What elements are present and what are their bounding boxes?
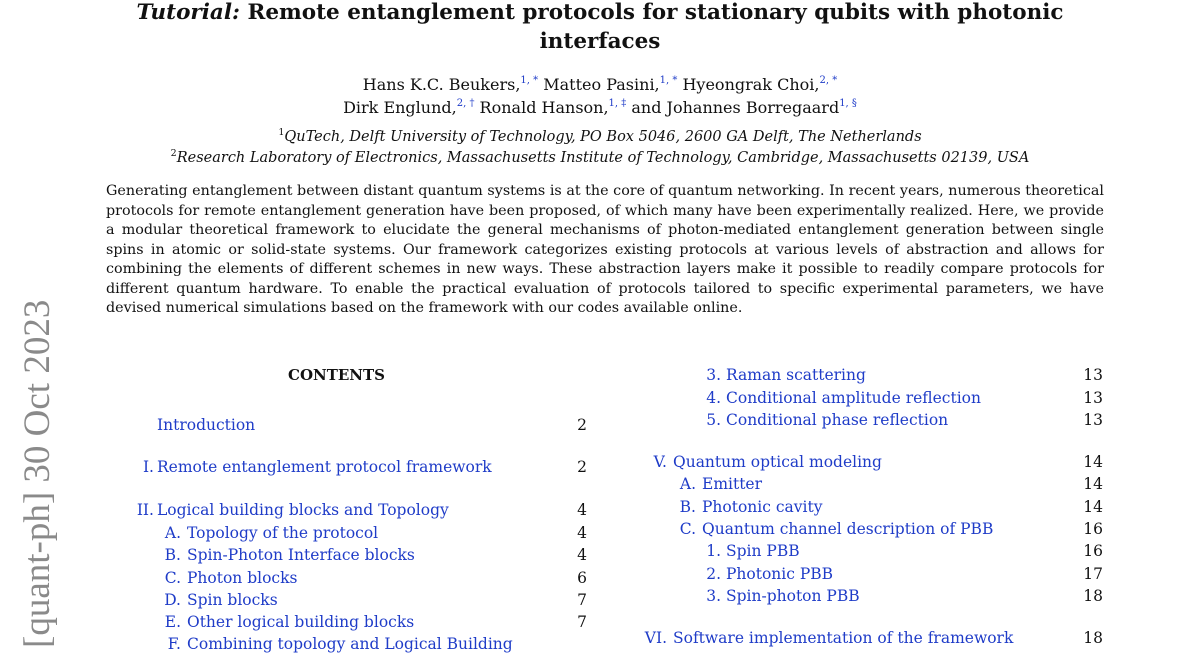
toc-entry-number[interactable]: C.: [164, 569, 181, 587]
toc-entry-page: 14: [1083, 498, 1103, 516]
toc-entry-label[interactable]: Spin-Photon Interface blocks: [187, 546, 415, 564]
author-affil-mark[interactable]: 1, *: [659, 75, 678, 86]
toc-entry-number[interactable]: 3.: [706, 366, 721, 384]
author-name: Ronald Hanson,: [479, 98, 609, 117]
toc-entry-number[interactable]: 2.: [706, 565, 721, 583]
toc-entry-number[interactable]: B.: [164, 546, 181, 564]
toc-entry-label[interactable]: Software implementation of the framework: [673, 629, 1014, 647]
affiliation-text: Research Laboratory of Electronics, Massachusetts Institute of Technology, Cambridge, Massachusetts 02139, USA: [176, 150, 1030, 166]
toc-entry[interactable]: [0, 451, 1200, 473]
toc-entry-label[interactable]: Conditional phase reflection: [726, 411, 949, 429]
toc-entry[interactable]: [0, 387, 1200, 409]
affiliation-number: 2: [170, 148, 177, 159]
toc-entry-label[interactable]: Remote entanglement protocol framework: [157, 458, 492, 476]
toc-entry-page: 7: [577, 613, 587, 631]
toc-entry-number[interactable]: 3.: [706, 587, 721, 605]
toc-entry-label[interactable]: Introduction: [157, 416, 256, 434]
author-name: Hans K.C. Beukers,: [362, 75, 521, 94]
toc-entry-label[interactable]: Spin-photon PBB: [726, 587, 860, 605]
toc-entry-page: 18: [1083, 587, 1103, 605]
toc-entry-label[interactable]: Topology of the protocol: [187, 524, 379, 542]
toc-entry-label[interactable]: Photonic cavity: [702, 498, 823, 516]
title-prefix: Tutorial:: [136, 0, 240, 25]
toc-entry[interactable]: [0, 518, 1200, 540]
toc-entry-number[interactable]: F.: [167, 635, 181, 653]
toc-entry-number[interactable]: C.: [679, 520, 696, 538]
toc-entry-number[interactable]: B.: [679, 498, 696, 516]
author-affil-mark[interactable]: 1, *: [520, 75, 539, 86]
author-affil-mark[interactable]: 2, †: [456, 98, 475, 109]
affiliation-text: QuTech, Delft University of Technology, PO Box 5046, 2600 GA Delft, The Netherlands: [284, 129, 922, 145]
toc-entry-page: 4: [577, 501, 587, 519]
toc-entry-label[interactable]: Quantum optical modeling: [673, 453, 882, 471]
toc-entry-label[interactable]: Photonic PBB: [726, 565, 834, 583]
arxiv-stamp: [quant-ph] 30 Oct 2023: [17, 299, 58, 648]
toc-entry-page: 14: [1083, 453, 1103, 471]
toc-entry[interactable]: [0, 563, 1200, 585]
toc-entry-page: 4: [577, 546, 587, 564]
author-affil-mark[interactable]: 1, ‡: [608, 98, 627, 109]
toc-entry[interactable]: [0, 627, 1200, 649]
toc-entry[interactable]: [0, 409, 1200, 431]
toc-entry-page: 16: [1083, 542, 1103, 560]
toc-entry-number[interactable]: II.: [136, 501, 154, 519]
author-name: Matteo Pasini,: [543, 75, 660, 94]
author-list: [200, 73, 1000, 119]
toc-entry[interactable]: [0, 540, 1200, 562]
author-name: Hyeongrak Choi,: [682, 75, 820, 94]
toc-entry-number[interactable]: 4.: [706, 389, 721, 407]
toc-entry-page: 2: [577, 416, 587, 434]
toc-entry-label[interactable]: Other logical building blocks: [187, 613, 415, 631]
toc-entry-page: 4: [577, 524, 587, 542]
toc-entry-number[interactable]: A.: [679, 475, 696, 493]
toc-entry-page: 13: [1083, 366, 1103, 384]
abstract: Generating entanglement between distant quantum systems is at the core of quantum networking. In recent years, numerous theoretical protocols for remote entanglement generation have been proposed, of which many have been experimentally realized. Here, we provide a modular theoretical framework to elucidate the general mechanisms of photon-mediated entanglement generation between single spins in atomic or solid-state systems. Our framework categorizes existing protocols at various levels of abstraction and allows for combining the elements of different schemes in new ways. These abstraction layers make it possible to readily compare protocols for different quantum hardware. To enable the practical evaluation of protocols tailored to specific experimental parameters, we have devised numerical simulations based on the framework with our codes available online.: [106, 183, 1104, 316]
author-line-1: [200, 73, 1000, 96]
toc-entry-label[interactable]: Quantum channel description of PBB: [702, 520, 994, 538]
toc-entry-number[interactable]: D.: [164, 591, 181, 609]
paper-title: [130, 0, 1070, 56]
toc-entry-number[interactable]: 1.: [706, 542, 721, 560]
toc-entry-label[interactable]: Emitter: [702, 475, 763, 493]
toc-entry[interactable]: [0, 496, 1200, 518]
toc-entry-number[interactable]: I.: [142, 458, 154, 476]
toc-entry-number[interactable]: 5.: [706, 411, 721, 429]
toc-entry[interactable]: [0, 473, 1200, 495]
author-line-2: [200, 96, 1000, 119]
toc-entry-number[interactable]: A.: [164, 524, 181, 542]
toc-entry-label[interactable]: Logical building blocks and Topology: [157, 501, 449, 519]
toc-entry-page: 17: [1083, 565, 1103, 583]
toc-entry-number[interactable]: V.: [653, 453, 667, 471]
affiliation: [100, 148, 1100, 169]
toc-entry-page: 6: [577, 569, 587, 587]
toc-entry-page: 2: [577, 458, 587, 476]
title-line-1: Remote entanglement protocols for stationary qubits with photonic: [247, 0, 1064, 25]
toc-entry-page: 7: [577, 591, 587, 609]
author-name: and Johannes Borregaard: [631, 98, 840, 117]
toc-entry-label[interactable]: Combining topology and Logical Building: [187, 635, 513, 653]
toc-entry[interactable]: [0, 364, 1200, 386]
toc-entry-page: 13: [1083, 411, 1103, 429]
toc-entry-label[interactable]: Spin PBB: [726, 542, 800, 560]
author-affil-mark[interactable]: 2, *: [819, 75, 838, 86]
affiliation-number: 1: [278, 127, 285, 138]
toc-entry-label[interactable]: Conditional amplitude reflection: [726, 389, 981, 407]
toc-entry-label[interactable]: Photon blocks: [187, 569, 298, 587]
toc-entry-label[interactable]: Raman scattering: [726, 366, 866, 384]
author-name: Dirk Englund,: [343, 98, 457, 117]
toc-entry-label[interactable]: Spin blocks: [187, 591, 278, 609]
affiliation: [100, 127, 1100, 148]
toc-entry-page: 13: [1083, 389, 1103, 407]
toc-entry[interactable]: [0, 585, 1200, 607]
toc-entry-number[interactable]: VI.: [644, 629, 667, 647]
contents-heading: CONTENTS: [288, 366, 386, 384]
toc-entry-page: 18: [1083, 629, 1103, 647]
author-affil-mark[interactable]: 1, §: [839, 98, 857, 109]
title-line-2: interfaces: [539, 29, 661, 54]
toc-entry-number[interactable]: E.: [164, 613, 181, 631]
affiliation-list: [100, 127, 1100, 169]
toc-entry-page: 14: [1083, 475, 1103, 493]
toc-entry-page: 16: [1083, 520, 1103, 538]
